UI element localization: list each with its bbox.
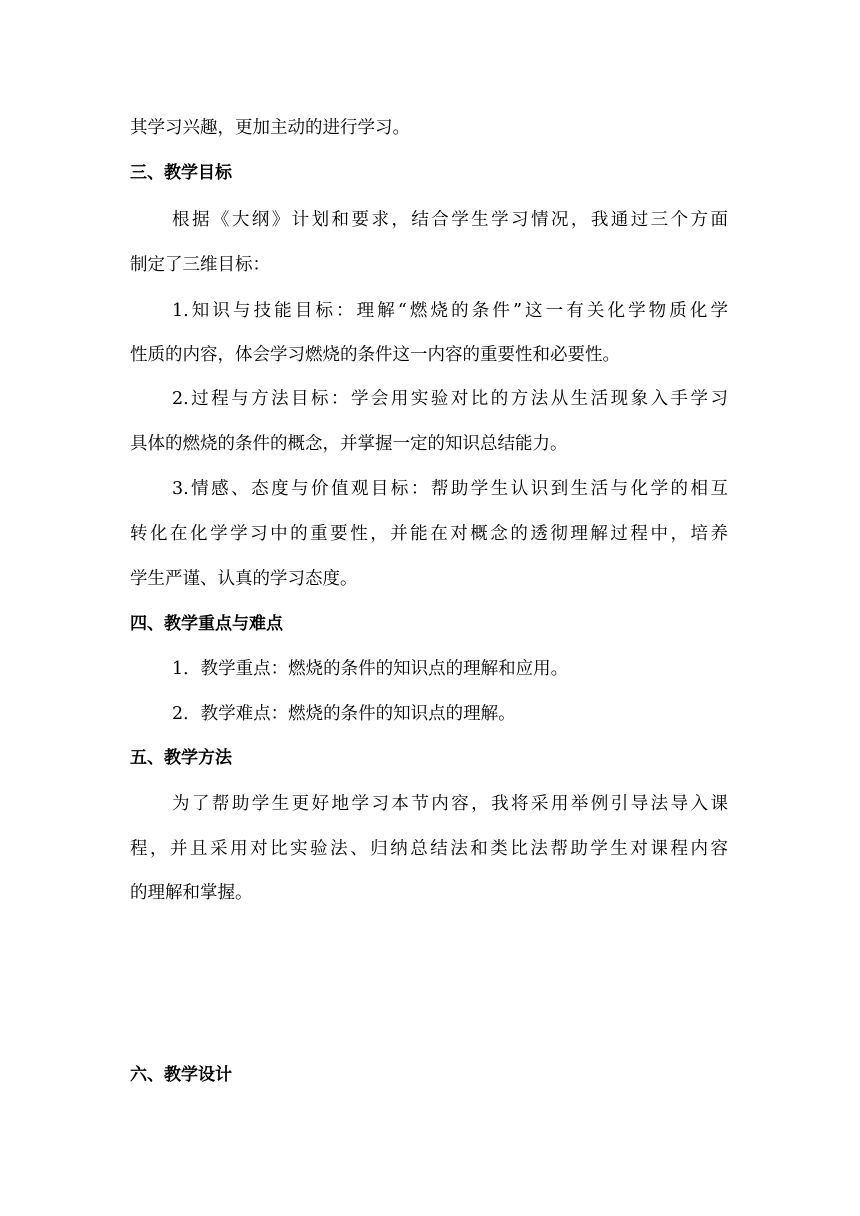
paragraph-line: 1.知识与技能目标：理解“燃烧的条件”这一有关化学物质化学 xyxy=(172,301,728,321)
paragraph-line: 为了帮助学生更好地学习本节内容，我将采用举例引导法导入课 xyxy=(172,794,728,814)
paragraph-line: 程，并且采用对比实验法、归纳总结法和类比法帮助学生对课程内容 xyxy=(130,839,728,859)
paragraph-line: 转化在化学学习中的重要性，并能在对概念的透彻理解过程中，培养 xyxy=(130,524,728,544)
paragraph-line: 根据《大纲》计划和要求，结合学生学习情况，我通过三个方面 xyxy=(172,210,728,230)
paragraph-line: 2．教学难点：燃烧的条件的知识点的理解。 xyxy=(172,704,516,724)
paragraph-line: 的理解和掌握。 xyxy=(130,883,253,903)
paragraph-line: 3.情感、态度与价值观目标：帮助学生认识到生活与化学的相互 xyxy=(172,479,728,499)
section-heading-design: 六、教学设计 xyxy=(130,1065,232,1085)
paragraph-line: 其学习兴趣，更加主动的进行学习。 xyxy=(130,118,410,138)
paragraph-line: 制定了三维目标： xyxy=(130,255,270,275)
section-heading-key-points: 四、教学重点与难点 xyxy=(130,614,283,634)
paragraph-line: 具体的燃烧的条件的概念，并掌握一定的知识总结能力。 xyxy=(130,434,568,454)
paragraph-line: 学生严谨、认真的学习态度。 xyxy=(130,569,358,589)
paragraph-line: 2.过程与方法目标：学会用实验对比的方法从生活现象入手学习 xyxy=(172,389,728,409)
section-heading-goals: 三、教学目标 xyxy=(130,163,232,183)
paragraph-line: 1．教学重点：燃烧的条件的知识点的理解和应用。 xyxy=(172,659,569,679)
section-heading-methods: 五、教学方法 xyxy=(130,748,232,768)
paragraph-line: 性质的内容，体会学习燃烧的条件这一内容的重要性和必要性。 xyxy=(130,345,620,365)
